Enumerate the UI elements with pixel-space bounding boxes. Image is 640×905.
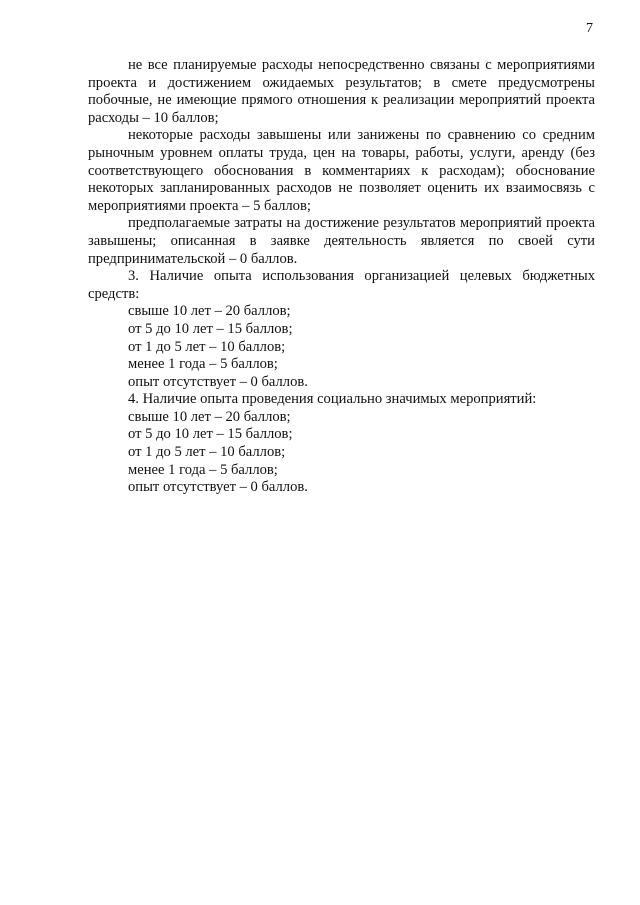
section-3-item: менее 1 года – 5 баллов; <box>128 356 278 373</box>
section-3-item: опыт отсутствует – 0 баллов. <box>128 373 308 390</box>
section-3-heading: 3. Наличие опыта использования организацией целевых бюджетных средств: <box>88 268 595 302</box>
section-3-item: от 1 до 5 лет – 10 баллов; <box>128 338 286 355</box>
section-3-item: свыше 10 лет – 20 баллов; <box>128 303 291 320</box>
paragraph-costs-overstated: некоторые расходы завышены или занижены по сравнению со средним рыночным уровнем оплаты труда, цен на товары, работы, услуги, аренду (без соответствующего обоснования в комментариях к расходам); обоснование некоторых запланированных расходов не позволяет оценить их взаимосвязь с мероприятиями проекта – 5 баллов; <box>88 127 595 214</box>
document-body <box>88 57 595 497</box>
section-4-item: от 5 до 10 лет – 15 баллов; <box>128 426 293 443</box>
page-number: 7 <box>586 21 593 36</box>
paragraph-costs-entrepreneurial: предполагаемые затраты на достижение результатов мероприятий проекта завышены; описанная в заявке деятельность является по своей сути предпринимательской – 0 баллов. <box>88 215 595 267</box>
section-3-item: от 5 до 10 лет – 15 баллов; <box>128 320 293 337</box>
section-4-item: от 1 до 5 лет – 10 баллов; <box>128 444 286 461</box>
paragraph-costs-unrelated: не все планируемые расходы непосредственно связаны с мероприятиями проекта и достижением ожидаемых результатов; в смете предусмотрены побочные, не имеющие прямого отношения к реализации мероприятий проекта расходы – 10 баллов; <box>88 57 595 126</box>
section-4-item: менее 1 года – 5 баллов; <box>128 461 278 478</box>
section-4-heading: 4. Наличие опыта проведения социально значимых мероприятий: <box>128 391 537 408</box>
section-4-item: свыше 10 лет – 20 баллов; <box>128 408 291 425</box>
section-4-item: опыт отсутствует – 0 баллов. <box>128 479 308 496</box>
